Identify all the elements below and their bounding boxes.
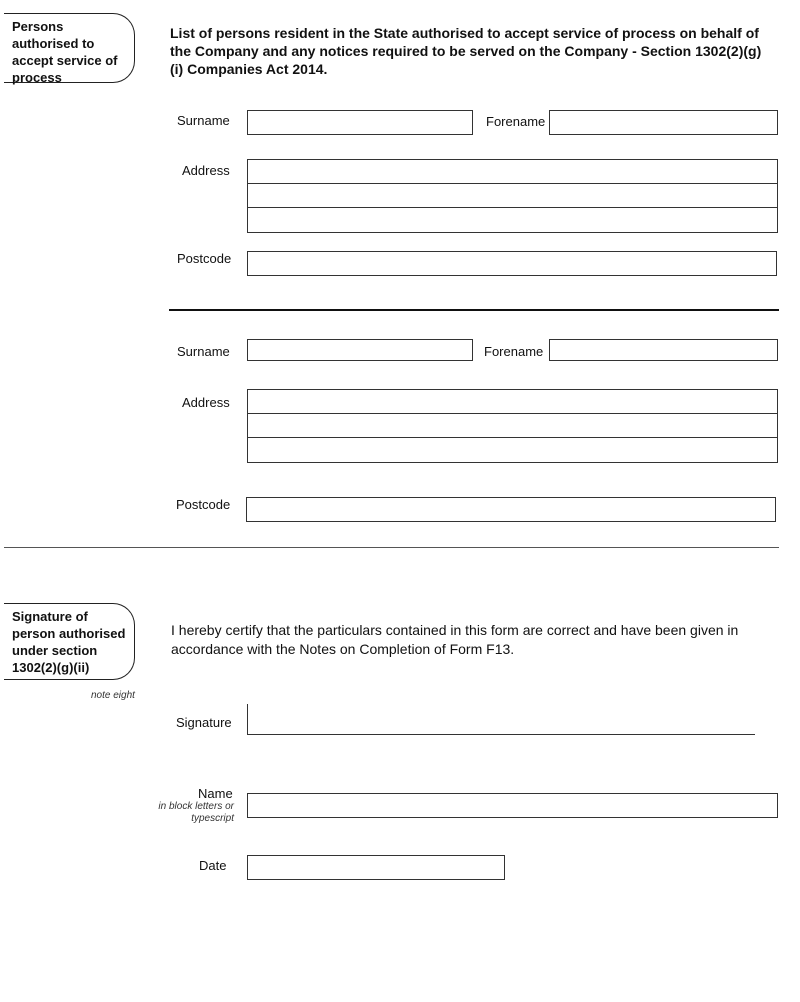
postcode-label: Postcode	[177, 251, 232, 266]
name-field[interactable]	[247, 793, 778, 818]
address-field[interactable]	[247, 389, 778, 463]
forename-label: Forename	[484, 344, 544, 359]
section-heading: List of persons resident in the State authorised to accept service of process on behalf of the Company and any notices required to be served on the Company - Section 1302(2)(g)(i) Companies Act 2014.	[170, 25, 762, 77]
address-line-1[interactable]	[248, 160, 777, 184]
address-label: Address	[182, 395, 230, 410]
forename-label: Forename	[486, 114, 546, 129]
date-label: Date	[199, 858, 227, 873]
address-line-3[interactable]	[248, 208, 777, 232]
section-tab-label: Persons authorised to accept service of process	[12, 19, 118, 85]
certification-text: I hereby certify that the particulars contained in this form are correct and have been given in accordance with the Notes on Completion of Form F13.	[171, 622, 739, 657]
surname-label: Surname	[177, 113, 230, 128]
address-label: Address	[182, 163, 230, 178]
section-tab-signature	[4, 603, 135, 680]
signature-field[interactable]	[247, 704, 755, 735]
postcode-field[interactable]	[246, 497, 776, 522]
date-field[interactable]	[247, 855, 505, 880]
surname-field[interactable]	[247, 110, 473, 135]
address-field[interactable]	[247, 159, 778, 233]
forename-field[interactable]	[549, 339, 778, 361]
address-line-2[interactable]	[248, 184, 777, 208]
address-line-1[interactable]	[248, 390, 777, 414]
note-reference: note eight	[91, 690, 135, 701]
postcode-field[interactable]	[247, 251, 777, 276]
postcode-label: Postcode	[176, 497, 231, 512]
name-label: Name	[198, 786, 233, 801]
address-line-3[interactable]	[248, 438, 777, 462]
name-hint: in block letters or typescript	[158, 801, 234, 824]
surname-field[interactable]	[247, 339, 473, 361]
forename-field[interactable]	[549, 110, 778, 135]
signature-label: Signature	[176, 715, 232, 730]
section-divider	[4, 547, 779, 548]
section-tab-label: Signature of person authorised under section 1302(2)(g)(ii)	[12, 609, 126, 675]
surname-label: Surname	[177, 344, 230, 359]
address-line-2[interactable]	[248, 414, 777, 438]
entry-divider	[169, 309, 779, 311]
section-tab-persons-authorised	[4, 13, 135, 83]
